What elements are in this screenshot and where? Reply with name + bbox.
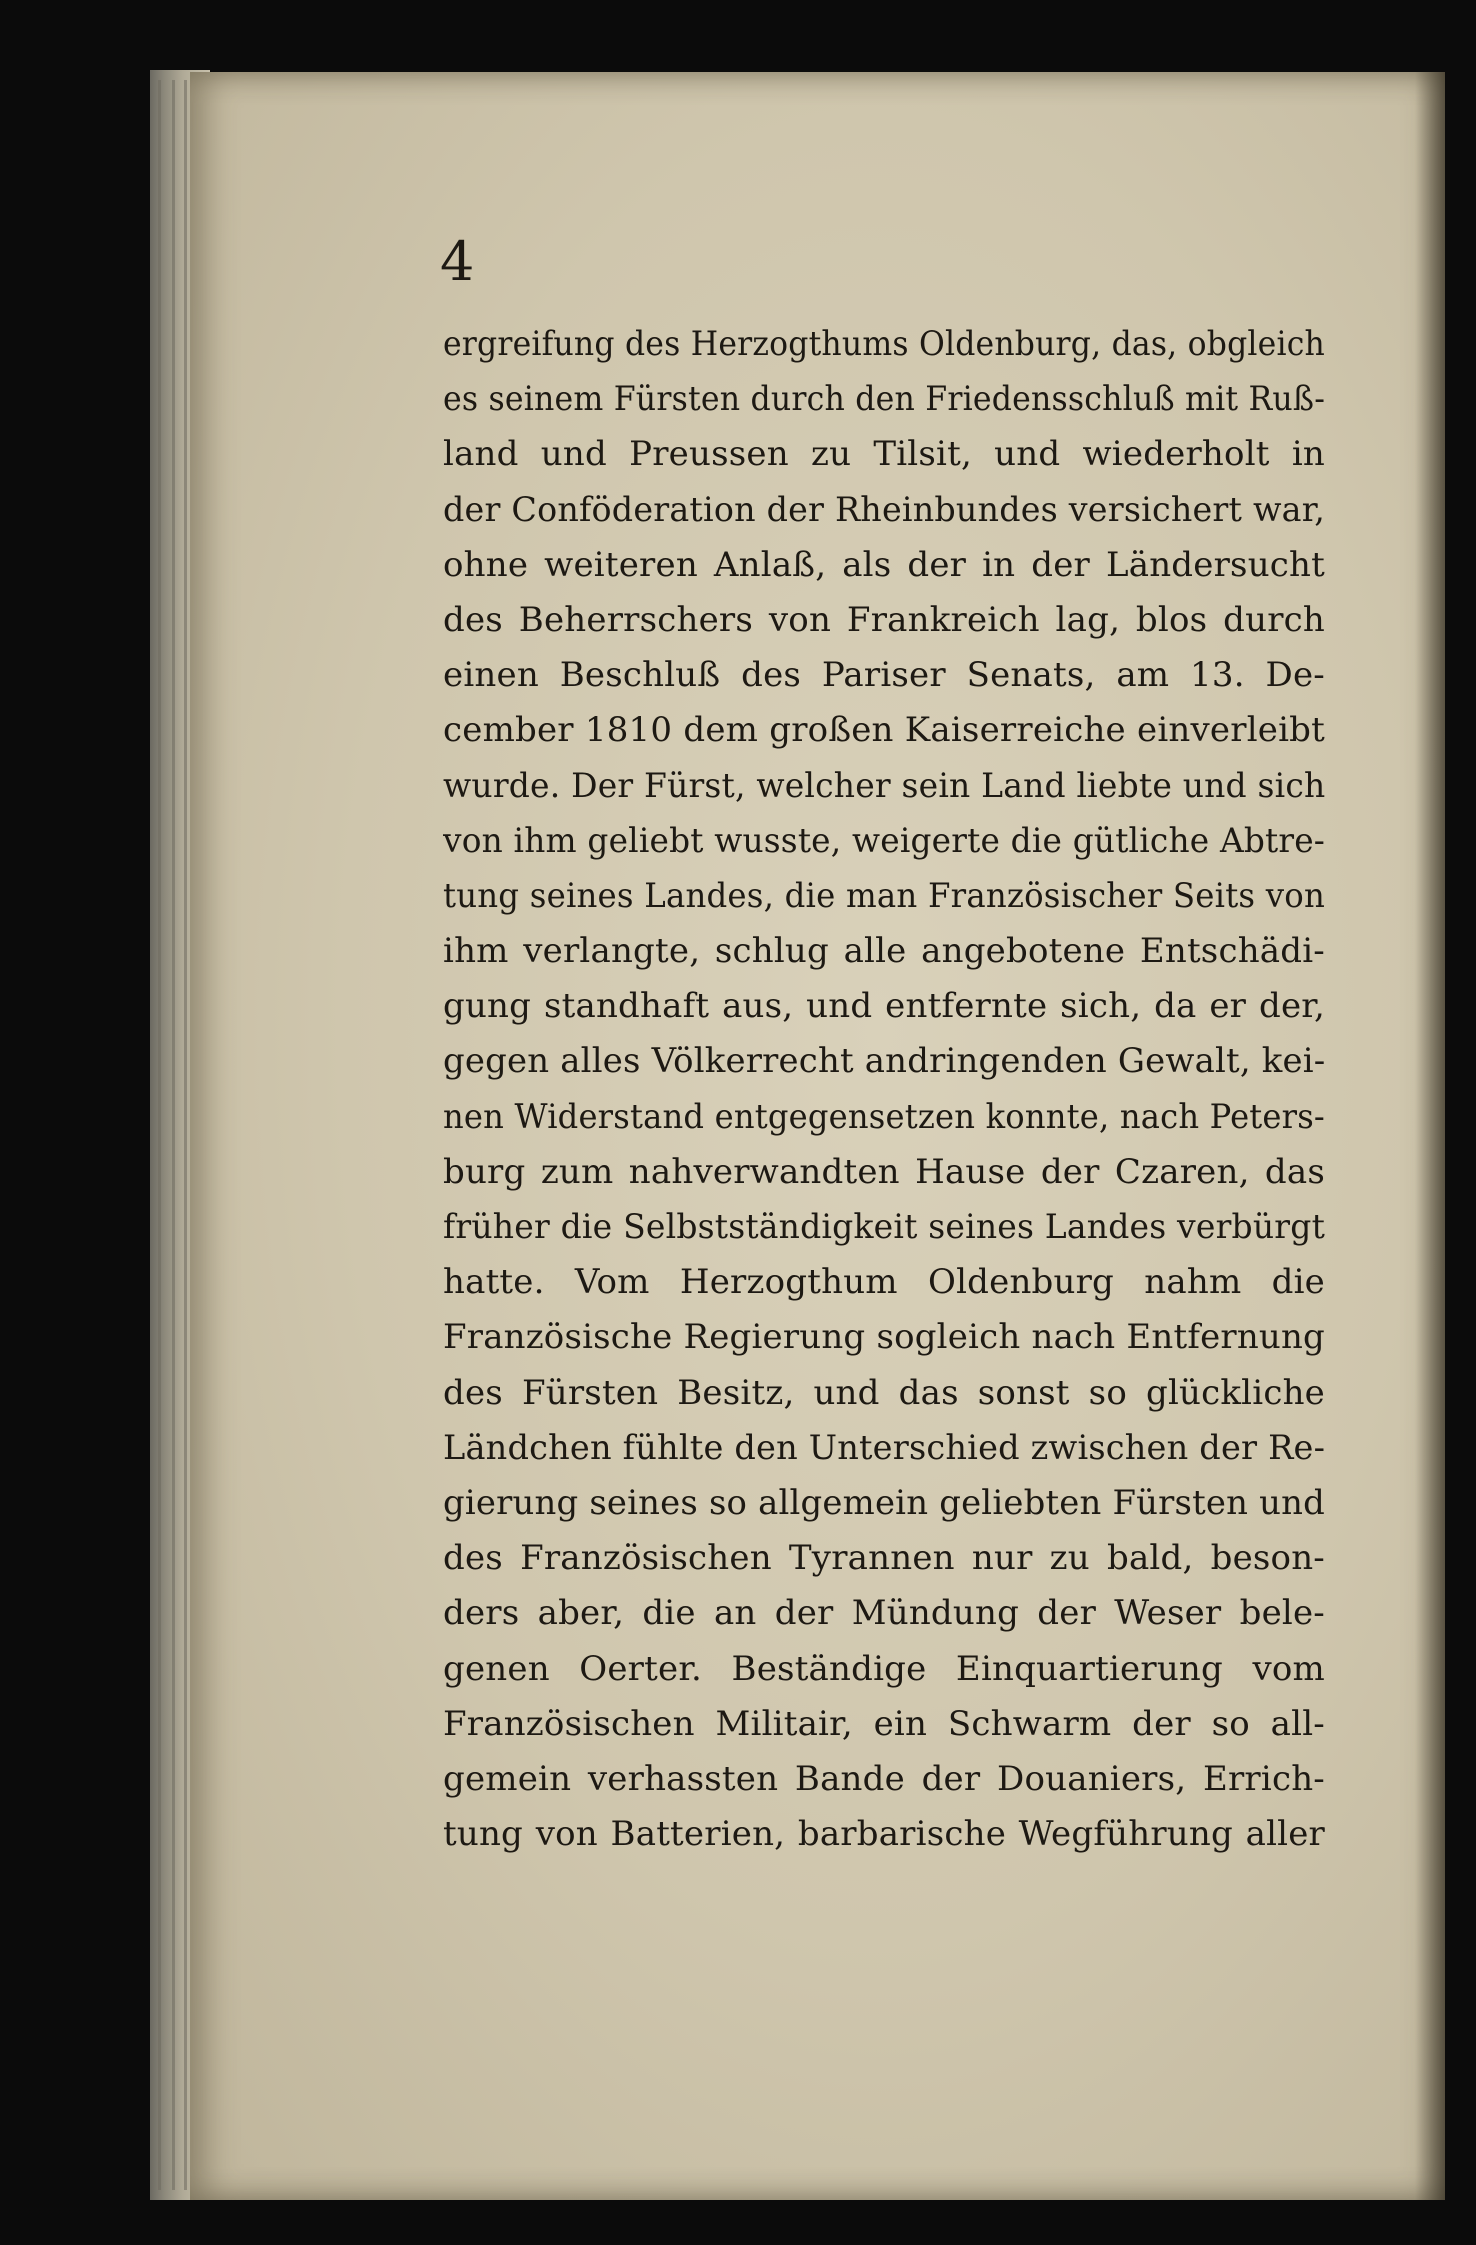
body-text (443, 317, 1325, 1862)
text-line: genen Oerter. Beständige Einquartierung vom (443, 1648, 1325, 1689)
text-line: ders aber, die an der Mündung der Weser bele- (443, 1593, 1325, 1634)
text-line: ohne weiteren Anlaß, als der in der Ländersucht (443, 544, 1325, 585)
text-line: gemein verhassten Bande der Douaniers, Errich- (443, 1758, 1325, 1799)
text-line: wurde. Der Fürst, welcher sein Land liebte und sich (443, 765, 1325, 806)
gutter-shadow (1415, 72, 1445, 2200)
text-line: tung von Batterien, barbarische Wegführung aller (443, 1814, 1325, 1855)
text-line: des Fürsten Besitz, und das sonst so glückliche (443, 1372, 1325, 1413)
text-line: früher die Selbstständigkeit seines Landes verbürgt (443, 1207, 1325, 1247)
text-line: des Beherrschers von Frankreich lag, blos durch (443, 599, 1325, 640)
page-edge-line (158, 80, 161, 2190)
text-line: burg zum nahverwandten Hause der Czaren, das (443, 1151, 1325, 1192)
text-line: gierung seines so allgemein geliebten Fürsten und (443, 1482, 1325, 1523)
text-line: einen Beschluß des Pariser Senats, am 13. De- (443, 655, 1325, 696)
page-edge-line (184, 80, 187, 2190)
text-line: des Französischen Tyrannen nur zu bald, beson- (443, 1538, 1325, 1579)
text-line: gegen alles Völkerrecht andringenden Gewalt, kei- (443, 1041, 1325, 1082)
text-line: hatte. Vom Herzogthum Oldenburg nahm die (443, 1262, 1325, 1303)
page-edge-line (172, 80, 175, 2190)
text-line: es seinem Fürsten durch den Friedensschluß mit Ruß- (443, 379, 1325, 420)
text-line: Ländchen fühlte den Unterschied zwischen der Re- (443, 1427, 1325, 1468)
text-line: land und Preussen zu Tilsit, und wiederholt in (443, 434, 1325, 475)
page-number: 4 (440, 230, 475, 293)
text-line: gung standhaft aus, und entfernte sich, da er der, (443, 986, 1325, 1027)
text-line: cember 1810 dem großen Kaiserreiche einverleibt (443, 710, 1325, 751)
text-line: Französische Regierung sogleich nach Entfernung (443, 1317, 1325, 1358)
text-line: der Conföderation der Rheinbundes versichert war, (443, 489, 1325, 530)
text-line: ihm verlangte, schlug alle angebotene Entschädi- (443, 931, 1325, 972)
text-line: ergreifung des Herzogthums Oldenburg, das, obgleich (443, 324, 1325, 364)
text-line: nen Widerstand entgegensetzen konnte, nach Peters- (443, 1096, 1325, 1137)
text-line: von ihm geliebt wusste, weigerte die gütliche Abtre- (443, 820, 1325, 861)
text-line: tung seines Landes, die man Französischer Seits von (443, 875, 1325, 916)
text-line: Französischen Militair, ein Schwarm der so all- (443, 1703, 1325, 1744)
